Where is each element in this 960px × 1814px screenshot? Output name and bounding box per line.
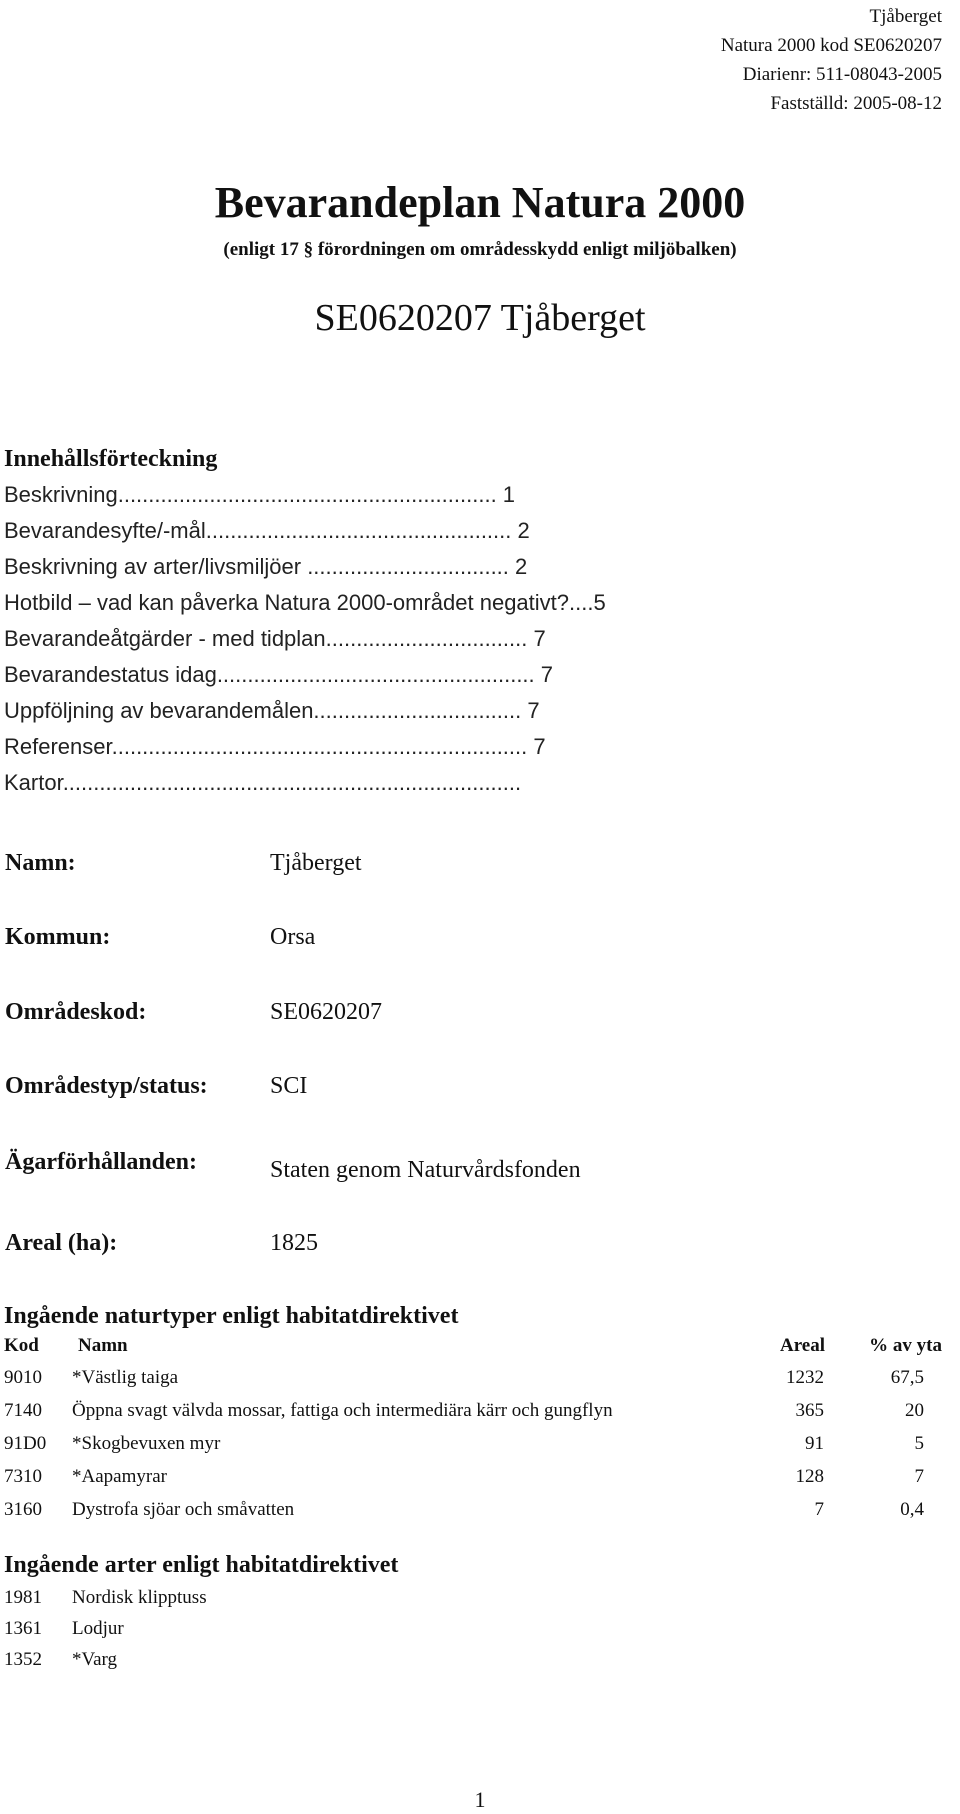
- species-list: [0, 1582, 500, 1675]
- agarforhallanden-value: Staten genom Naturvårdsfonden: [270, 1157, 581, 1183]
- habitat-area: 1232: [786, 1367, 824, 1388]
- habitat-percent: 0,4: [900, 1499, 924, 1520]
- omradeskod-value: SE0620207: [270, 999, 383, 1025]
- column-header-namn: Namn: [78, 1335, 128, 1356]
- habitat-area: 365: [795, 1400, 824, 1421]
- toc-item-bevarandeatgarder[interactable]: Bevarandeåtgärder - med tidplan................................. 7: [4, 626, 546, 651]
- list-item: [0, 1582, 500, 1613]
- namn-label: Namn:: [5, 850, 76, 876]
- species-code: 1981: [4, 1587, 42, 1608]
- habitat-name: *Aapamyrar: [72, 1466, 167, 1487]
- habitat-code: 9010: [4, 1367, 42, 1388]
- column-header-areal: Areal: [779, 1335, 825, 1356]
- toc-item-bevarandesyfte[interactable]: Bevarandesyfte/-mål.................................................. 2: [4, 518, 530, 543]
- habitat-code: 91D0: [4, 1433, 47, 1454]
- habitat-code: 7140: [4, 1400, 42, 1421]
- species-code: 1361: [4, 1618, 42, 1639]
- habitat-area: 7: [814, 1499, 824, 1520]
- habitats-heading: Ingående naturtyper enligt habitatdirektivet: [4, 1303, 459, 1329]
- habitats-table: [0, 1331, 960, 1526]
- namn-value: Tjåberget: [270, 850, 362, 876]
- toc-item-referenser[interactable]: Referenser.................................................................... 7: [4, 734, 546, 759]
- page-number: 1: [474, 1787, 486, 1812]
- list-item: [0, 1613, 500, 1644]
- omradeskod-label: Områdeskod:: [5, 999, 147, 1025]
- species-code: 1352: [4, 1649, 42, 1670]
- list-item: [0, 1644, 500, 1675]
- header-natura-code: Natura 2000 kod SE0620207: [720, 35, 942, 56]
- toc-item-bevarandestatus[interactable]: Bevarandestatus idag.................................................... 7: [4, 662, 554, 687]
- habitat-name: *Skogbevuxen myr: [72, 1433, 221, 1454]
- habitat-name: Dystrofa sjöar och småvatten: [72, 1499, 295, 1520]
- page-title: Bevarandeplan Natura 2000: [214, 178, 746, 227]
- habitat-area: 91: [805, 1433, 824, 1454]
- table-header-row: [0, 1331, 960, 1361]
- kommun-label: Kommun:: [5, 924, 111, 950]
- habitat-name: Öppna svagt välvda mossar, fattiga och intermediära kärr och gungflyn: [72, 1400, 613, 1421]
- kommun-value: Orsa: [270, 924, 316, 950]
- species-heading: Ingående arter enligt habitatdirektivet: [4, 1552, 399, 1578]
- omradestyp-label: Områdestyp/status:: [5, 1073, 208, 1099]
- toc-item-hotbild[interactable]: Hotbild – vad kan påverka Natura 2000-området negativt?....5: [4, 590, 606, 615]
- column-header-kod: Kod: [4, 1335, 39, 1356]
- table-of-contents: [4, 477, 724, 801]
- toc-item-arter-livsmiljoer[interactable]: Beskrivning av arter/livsmiljöer ................................. 2: [4, 554, 528, 579]
- table-row: [0, 1493, 960, 1526]
- toc-heading: Innehållsförteckning: [4, 446, 218, 472]
- table-row: [0, 1394, 960, 1427]
- habitat-name: *Västlig taiga: [72, 1367, 179, 1388]
- habitat-percent: 5: [914, 1433, 924, 1454]
- header-established-date: Fastställd: 2005-08-12: [770, 93, 942, 114]
- habitat-percent: 20: [905, 1400, 924, 1421]
- toc-item-kartor[interactable]: Kartor...........................................................................: [4, 770, 522, 795]
- table-row: [0, 1427, 960, 1460]
- omradestyp-value: SCI: [270, 1073, 308, 1099]
- habitat-code: 7310: [4, 1466, 42, 1487]
- habitat-code: 3160: [4, 1499, 42, 1520]
- page-subtitle: (enligt 17 § förordningen om områdesskydd enligt miljöbalken): [223, 239, 737, 260]
- species-name: *Varg: [72, 1649, 118, 1670]
- habitat-area: 128: [795, 1466, 824, 1487]
- toc-item-beskrivning[interactable]: Beskrivning.............................................................. 1: [4, 482, 516, 507]
- areal-value: 1825: [270, 1230, 318, 1256]
- column-header-pct: % av yta: [869, 1335, 942, 1356]
- species-name: Lodjur: [72, 1618, 124, 1639]
- header-diary-number: Diarienr: 511-08043-2005: [742, 64, 942, 85]
- site-title: SE0620207 Tjåberget: [314, 297, 646, 339]
- species-name: Nordisk klipptuss: [72, 1587, 207, 1608]
- habitat-percent: 7: [914, 1466, 924, 1487]
- agarforhallanden-label: Ägarförhållanden:: [5, 1149, 197, 1175]
- areal-label: Areal (ha):: [5, 1230, 118, 1256]
- header-site-name: Tjåberget: [869, 6, 942, 27]
- document-header: [721, 2, 942, 118]
- table-row: [0, 1361, 960, 1394]
- toc-item-uppfoljning[interactable]: Uppföljning av bevarandemålen.................................. 7: [4, 698, 540, 723]
- table-row: [0, 1460, 960, 1493]
- habitat-percent: 67,5: [890, 1367, 924, 1388]
